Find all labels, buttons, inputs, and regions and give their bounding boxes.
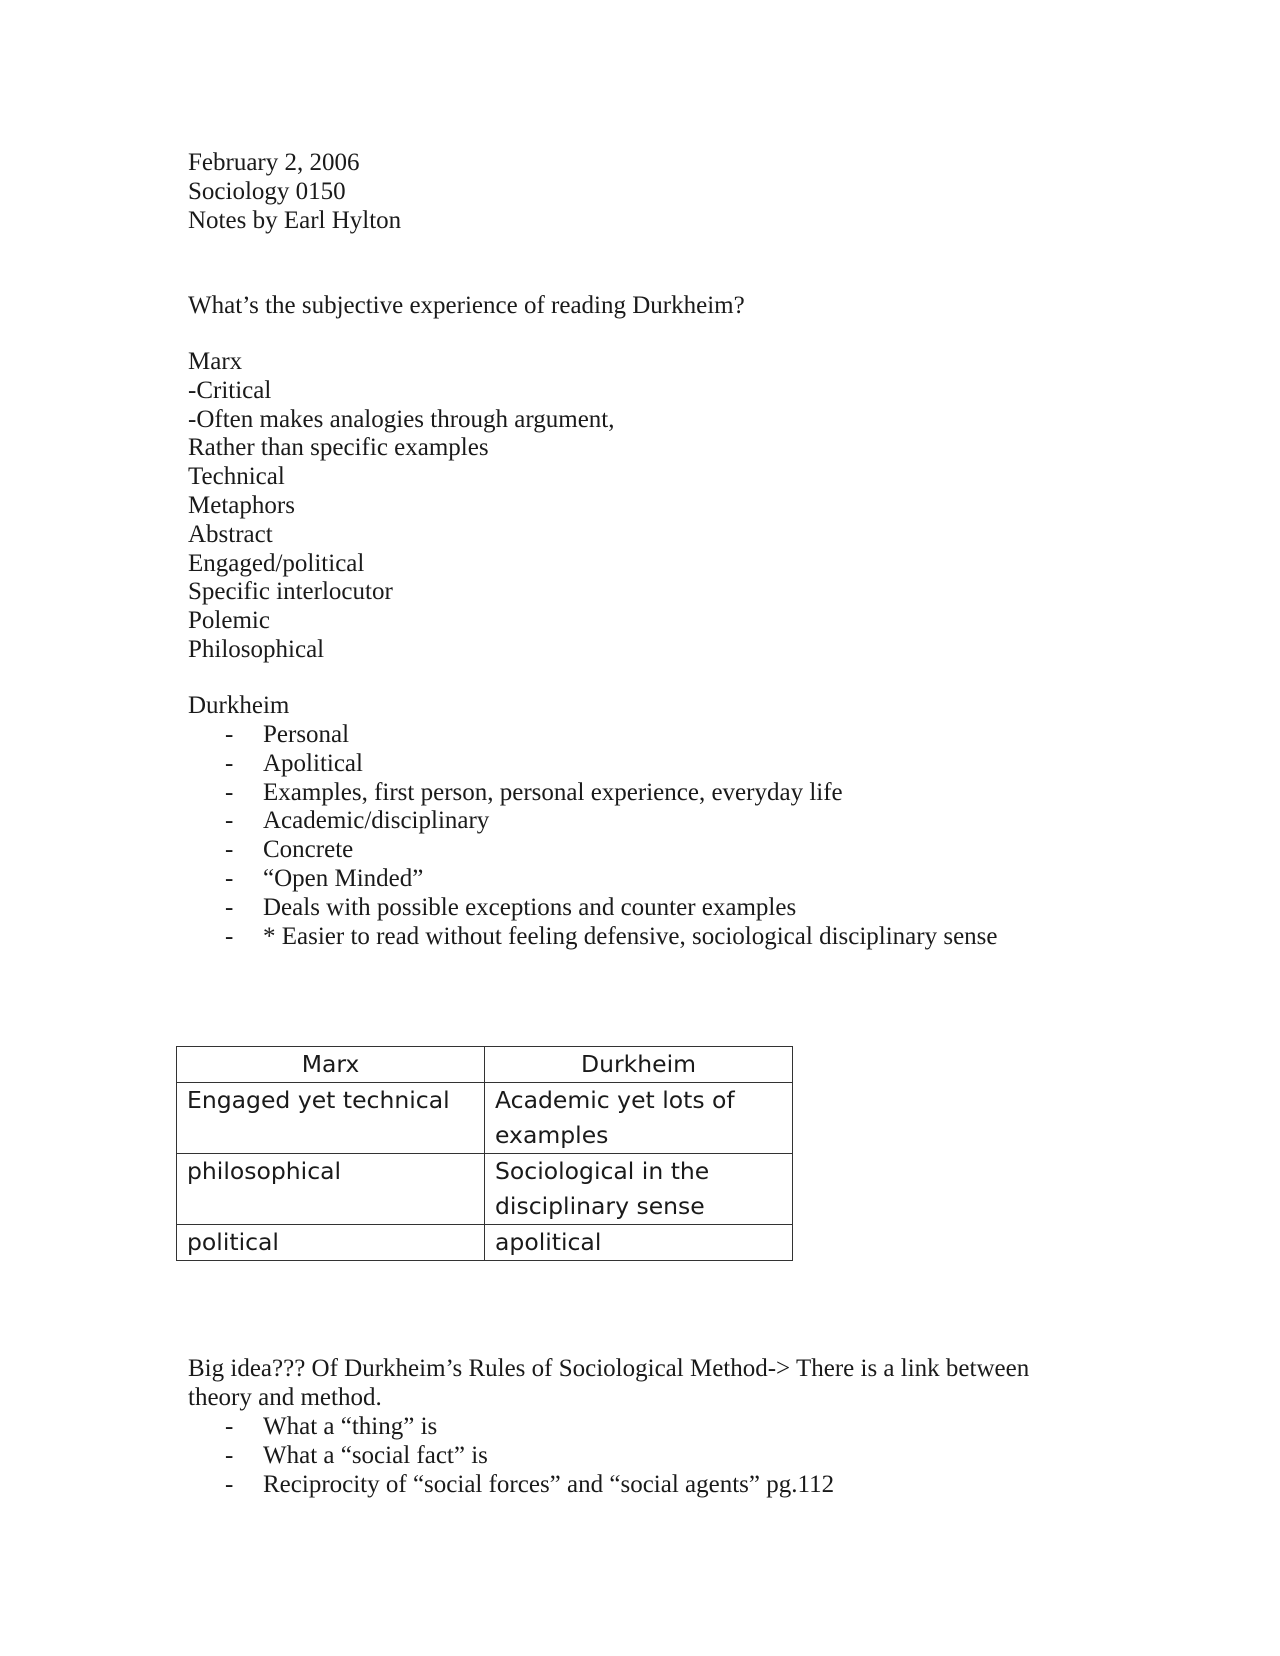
marx-heading: Marx bbox=[188, 348, 243, 375]
list-item-text: What a “social fact” is bbox=[263, 1441, 488, 1469]
table-row bbox=[177, 1225, 793, 1261]
bullet-dash: - bbox=[225, 922, 234, 950]
marx-line: Rather than specific examples bbox=[188, 434, 489, 462]
author-line: Notes by Earl Hylton bbox=[188, 206, 402, 234]
table-cell: philosophical bbox=[177, 1154, 485, 1225]
list-item bbox=[188, 721, 998, 750]
list-item bbox=[188, 750, 998, 779]
bullet-dash: - bbox=[225, 864, 234, 892]
list-item bbox=[188, 779, 998, 808]
question-line bbox=[188, 292, 745, 321]
list-item bbox=[188, 1442, 834, 1471]
marx-section bbox=[188, 348, 615, 665]
list-item bbox=[188, 865, 998, 894]
course-line: Sociology 0150 bbox=[188, 177, 346, 205]
marx-line: -Critical bbox=[188, 376, 272, 404]
column-header-durkheim: Durkheim bbox=[485, 1047, 793, 1083]
marx-line: Polemic bbox=[188, 607, 270, 635]
bullet-dash: - bbox=[225, 749, 234, 777]
big-idea-line: theory and method. bbox=[188, 1383, 382, 1411]
document-header bbox=[188, 149, 401, 235]
list-item-text: Concrete bbox=[263, 836, 354, 864]
list-item bbox=[188, 1413, 834, 1442]
list-item-text: What a “thing” is bbox=[263, 1413, 438, 1440]
list-item bbox=[188, 894, 998, 923]
bullet-dash: - bbox=[225, 893, 234, 921]
marx-line: Metaphors bbox=[188, 491, 295, 519]
list-item-text: “Open Minded” bbox=[263, 864, 424, 892]
list-item-text: Examples, first person, personal experience, everyday life bbox=[263, 778, 843, 806]
list-item-text: * Easier to read without feeling defensive, sociological disciplinary sense bbox=[263, 922, 998, 950]
list-item-text: Personal bbox=[263, 721, 350, 748]
list-item-text: Apolitical bbox=[263, 749, 363, 777]
date-line: February 2, 2006 bbox=[188, 149, 360, 176]
table-cell: Academic yet lots of examples bbox=[485, 1083, 793, 1154]
table-cell: apolitical bbox=[485, 1225, 793, 1261]
big-idea-paragraph bbox=[188, 1355, 1029, 1413]
durkheim-bullet-list bbox=[188, 721, 998, 951]
marx-line: Technical bbox=[188, 463, 285, 491]
question-text: What’s the subjective experience of reading Durkheim? bbox=[188, 292, 745, 319]
big-idea-bullet-list bbox=[188, 1413, 834, 1499]
marx-line: Philosophical bbox=[188, 635, 325, 663]
bullet-dash: - bbox=[225, 721, 234, 748]
table-row bbox=[177, 1154, 793, 1225]
bullet-dash: - bbox=[225, 1470, 234, 1498]
bullet-dash: - bbox=[225, 807, 234, 835]
durkheim-heading-block bbox=[188, 692, 289, 721]
table-cell: Engaged yet technical bbox=[177, 1083, 485, 1154]
bullet-dash: - bbox=[225, 836, 234, 864]
list-item bbox=[188, 1471, 834, 1500]
marx-line: -Often makes analogies through argument, bbox=[188, 405, 615, 433]
marx-line: Engaged/political bbox=[188, 549, 365, 577]
list-item bbox=[188, 923, 998, 952]
table-header-row bbox=[177, 1047, 793, 1083]
bullet-dash: - bbox=[225, 778, 234, 806]
list-item-text: Academic/disciplinary bbox=[263, 807, 490, 835]
bullet-dash: - bbox=[225, 1441, 234, 1469]
list-item bbox=[188, 807, 998, 836]
list-item bbox=[188, 836, 998, 865]
durkheim-heading: Durkheim bbox=[188, 692, 290, 719]
list-item-text: Reciprocity of “social forces” and “social agents” pg.112 bbox=[263, 1470, 835, 1498]
big-idea-line: Big idea??? Of Durkheim’s Rules of Sociological Method-> There is a link between bbox=[188, 1355, 1030, 1382]
table-cell: political bbox=[177, 1225, 485, 1261]
comparison-table bbox=[176, 1046, 793, 1261]
table-cell: Sociological in the disciplinary sense bbox=[485, 1154, 793, 1225]
bullet-dash: - bbox=[225, 1413, 234, 1440]
marx-line: Abstract bbox=[188, 520, 273, 548]
column-header-marx: Marx bbox=[177, 1047, 485, 1083]
list-item-text: Deals with possible exceptions and counter examples bbox=[263, 893, 797, 921]
table-row bbox=[177, 1083, 793, 1154]
marx-line: Specific interlocutor bbox=[188, 578, 393, 606]
